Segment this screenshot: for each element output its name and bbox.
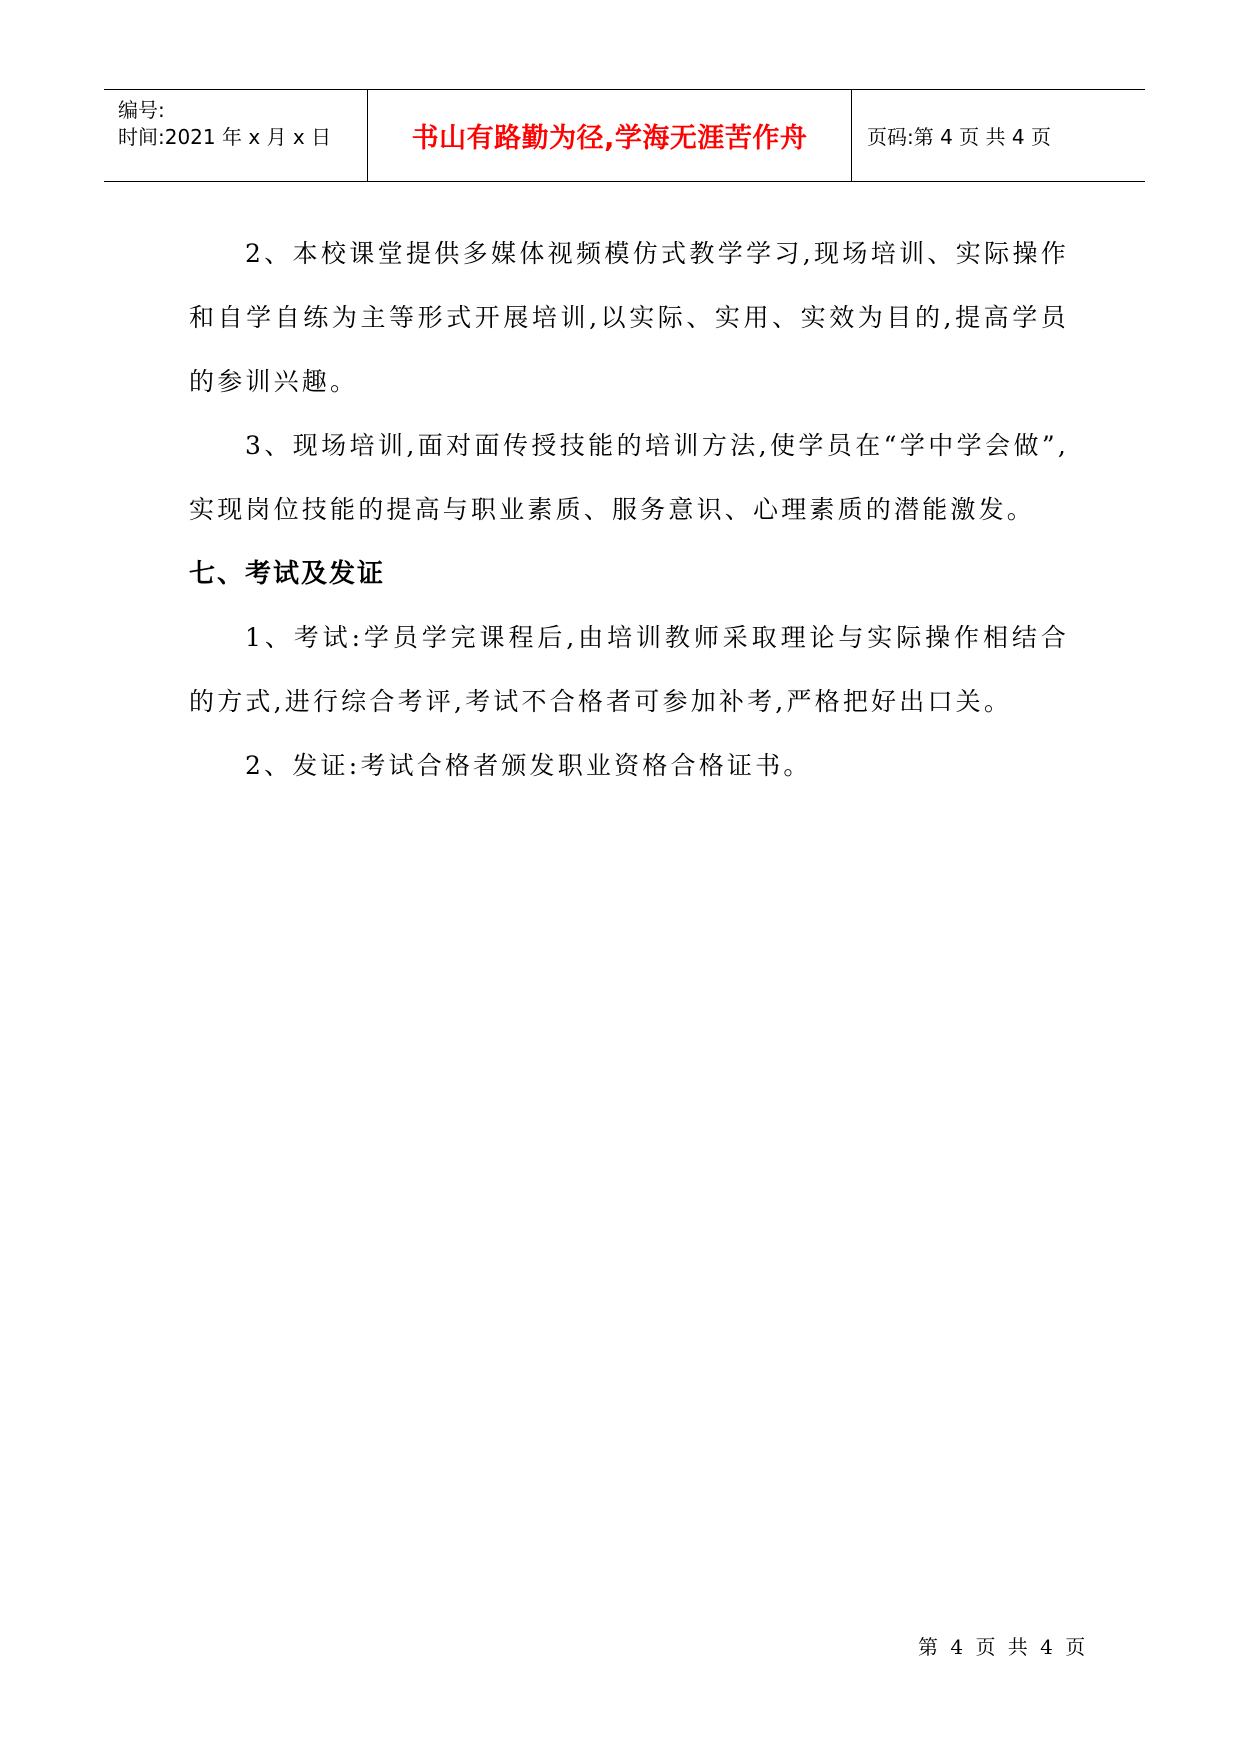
header-motto-cell (368, 90, 852, 181)
paragraph-multimedia-teaching: 2、本校课堂提供多媒体视频模仿式教学学习,现场培训、实际操作和自学自练为主等形式开展培训,以实际、实用、实效为目的,提高学员的参训兴趣。 (189, 239, 1069, 396)
serial-number-label: 编号: (118, 98, 165, 122)
section-heading-exam: 七、考试及发证 (189, 559, 386, 589)
header-meta-cell (104, 90, 368, 181)
footer-page-number: 第 4 页 共 4 页 (918, 1635, 1089, 1659)
paragraph-onsite-training: 3、现场培训,面对面传授技能的培训方法,使学员在“学中学会做”,实现岗位技能的提高与职业素质、服务意识、心理素质的潜能激发。 (189, 431, 1069, 524)
header-page-cell (852, 90, 1145, 181)
motto-text: 书山有路勤为径,学海无涯苦作舟 (411, 123, 808, 154)
document-header (104, 89, 1145, 182)
paragraph-exam: 1、考试:学员学完课程后,由培训教师采取理论与实际操作相结合的方式,进行综合考评,考试不合格者可参加补考,严格把好出口关。 (189, 623, 1069, 716)
header-page-code: 页码:第 4 页 共 4 页 (867, 125, 1051, 149)
document-body (189, 222, 1069, 798)
date-line: 时间:2021 年 x 月 x 日 (118, 125, 332, 149)
paragraph-certificate: 2、发证:考试合格者颁发职业资格合格证书。 (245, 751, 812, 780)
